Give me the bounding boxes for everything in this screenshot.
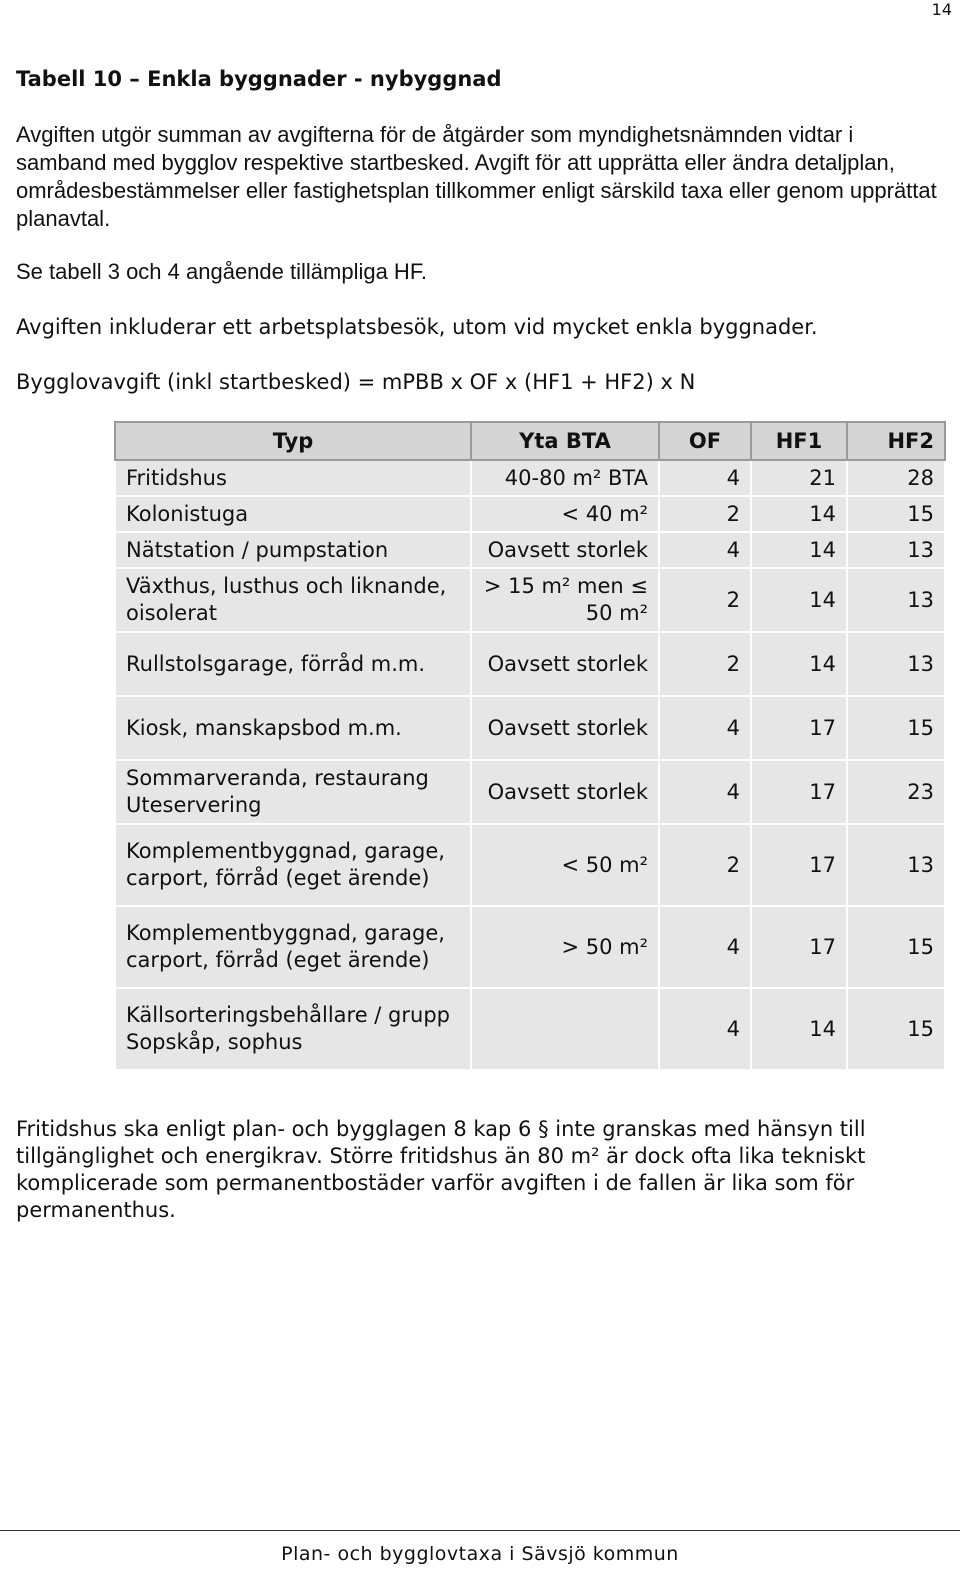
- cell-of: 4: [659, 460, 751, 496]
- cell-hf1: 14: [751, 568, 847, 632]
- cell-hf2: 15: [847, 906, 945, 988]
- table-row: [115, 632, 945, 696]
- cell-hf1: 17: [751, 696, 847, 760]
- cell-yta: [471, 988, 659, 1070]
- cell-hf1: 17: [751, 906, 847, 988]
- cell-typ: Kolonistuga: [115, 496, 471, 532]
- cell-of: 4: [659, 906, 751, 988]
- header-typ: Typ: [115, 422, 471, 460]
- cell-hf1: 14: [751, 496, 847, 532]
- footer-divider: [0, 1530, 960, 1531]
- cell-of: 4: [659, 532, 751, 568]
- cell-of: 2: [659, 496, 751, 532]
- table-row: [115, 988, 945, 1070]
- cell-yta: Oavsett storlek: [471, 532, 659, 568]
- cell-yta: > 15 m² men ≤ 50 m²: [471, 568, 659, 632]
- formula-paragraph: Bygglovavgift (inkl startbesked) = mPBB x OF x (HF1 + HF2) x N: [16, 370, 696, 394]
- table-row: [115, 906, 945, 988]
- cell-hf2: 15: [847, 496, 945, 532]
- cell-hf1: 14: [751, 632, 847, 696]
- cell-hf1: 17: [751, 824, 847, 906]
- cell-hf1: 14: [751, 988, 847, 1070]
- table-row: [115, 568, 945, 632]
- cell-hf2: 15: [847, 988, 945, 1070]
- inclusion-paragraph: Avgiften inkluderar ett arbetsplatsbesök, utom vid mycket enkla byggnader.: [16, 315, 818, 339]
- page-footer: Plan- och bygglovtaxa i Sävsjö kommun: [281, 1543, 679, 1565]
- table-row: [115, 532, 945, 568]
- header-hf1: HF1: [751, 422, 847, 460]
- table-row: [115, 760, 945, 824]
- header-yta: Yta BTA: [471, 422, 659, 460]
- cell-hf2: 13: [847, 568, 945, 632]
- cell-typ: Fritidshus: [115, 460, 471, 496]
- fritidshus-note: Fritidshus ska enligt plan- och bygglagen 8 kap 6 § inte granskas med hänsyn till tillgänglighet och energikrav. Större fritidshus än 80 m² är dock ofta lika tekniskt komplicerade som permanentbostäder varför avgiften i de fallen är lika som för permanenthus.: [16, 1117, 866, 1222]
- header-of: OF: [659, 422, 751, 460]
- cell-typ: Källsorteringsbehållare / grupp Sopskåp, sophus: [115, 988, 471, 1070]
- cell-hf2: 28: [847, 460, 945, 496]
- table-row: [115, 460, 945, 496]
- cell-yta: < 40 m²: [471, 496, 659, 532]
- cell-yta: Oavsett storlek: [471, 760, 659, 824]
- cell-of: 4: [659, 988, 751, 1070]
- cell-hf2: 15: [847, 696, 945, 760]
- cell-yta: Oavsett storlek: [471, 632, 659, 696]
- reference-paragraph: Se tabell 3 och 4 angående tillämpliga HF.: [16, 259, 427, 284]
- cell-hf1: 14: [751, 532, 847, 568]
- cell-yta: < 50 m²: [471, 824, 659, 906]
- table-row: [115, 696, 945, 760]
- cell-hf1: 17: [751, 760, 847, 824]
- cell-yta: Oavsett storlek: [471, 696, 659, 760]
- cell-yta: > 50 m²: [471, 906, 659, 988]
- cell-typ: Växthus, lusthus och liknande, oisolerat: [115, 568, 471, 632]
- cell-hf2: 13: [847, 632, 945, 696]
- cell-of: 2: [659, 824, 751, 906]
- cell-of: 4: [659, 696, 751, 760]
- section-heading: Tabell 10 – Enkla byggnader - nybyggnad: [16, 67, 502, 91]
- table-row: [115, 824, 945, 906]
- cell-typ: Rullstolsgarage, förråd m.m.: [115, 632, 471, 696]
- table-row: [115, 496, 945, 532]
- cell-of: 2: [659, 632, 751, 696]
- cell-typ: Sommarveranda, restaurang Uteservering: [115, 760, 471, 824]
- cell-hf2: 13: [847, 824, 945, 906]
- cell-hf2: 13: [847, 532, 945, 568]
- cell-yta: 40-80 m² BTA: [471, 460, 659, 496]
- page-number: 14: [931, 0, 952, 19]
- intro-paragraph: Avgiften utgör summan av avgifterna för de åtgärder som myndighetsnämnden vidtar i samband med bygglov respektive startbesked. Avgift för att upprätta eller ändra detaljplan, områdesbestämmelser eller fastighetsplan tillkommer enligt särskild taxa eller genom upprättat planavtal.: [16, 122, 937, 231]
- cell-typ: Komplementbyggnad, garage, carport, förråd (eget ärende): [115, 906, 471, 988]
- cell-hf1: 21: [751, 460, 847, 496]
- cell-typ: Kiosk, manskapsbod m.m.: [115, 696, 471, 760]
- cell-typ: Komplementbyggnad, garage, carport, förråd (eget ärende): [115, 824, 471, 906]
- cell-typ: Nätstation / pumpstation: [115, 532, 471, 568]
- cell-of: 4: [659, 760, 751, 824]
- header-hf2: HF2: [847, 422, 945, 460]
- cell-hf2: 23: [847, 760, 945, 824]
- fee-table: [114, 421, 946, 1071]
- table-header-row: [115, 422, 945, 460]
- cell-of: 2: [659, 568, 751, 632]
